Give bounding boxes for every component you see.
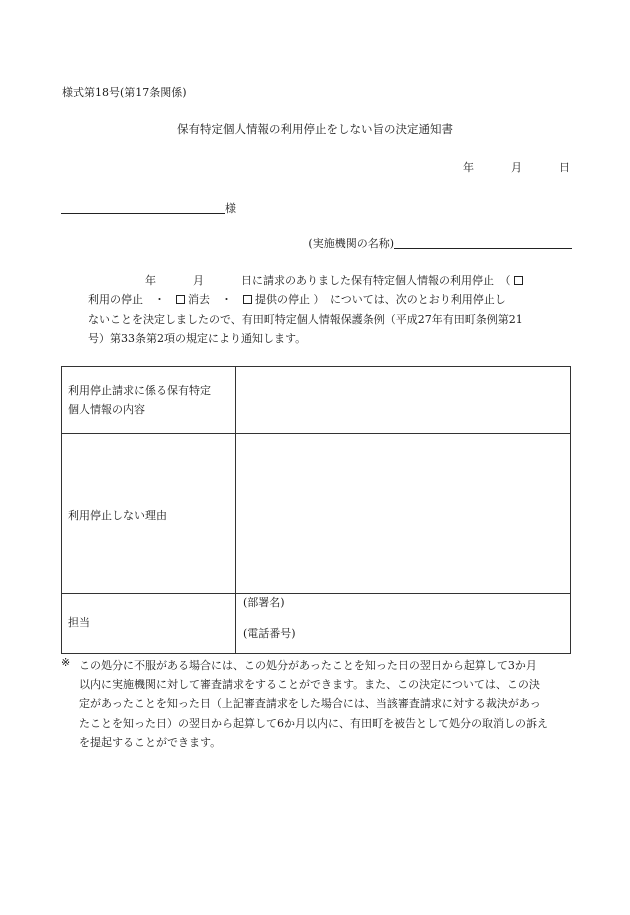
body-line-1 — [145, 275, 523, 286]
date-month: 月 — [511, 161, 522, 174]
addressee — [61, 201, 236, 214]
note-line-2: 以内に実施機関に対して審査請求をすることができます。また、この決定については、この決 — [79, 678, 540, 692]
contact-phone: (電話番号) — [243, 627, 296, 640]
body-line1-rest: 日に請求のありました保有特定個人情報の利用停止 （ — [241, 274, 511, 287]
agency-label: (実施機関の名称) — [308, 237, 394, 250]
row-contact-label: 担当 — [68, 616, 90, 629]
note-line-5: を提起することができます。 — [79, 735, 222, 749]
body-line-2 — [88, 294, 506, 305]
option-suspend-provision: 提供の停止 ） については、次のとおり利用停止し — [255, 293, 506, 306]
row-content-label-line-2: 個人情報の内容 — [68, 403, 145, 416]
contact-department: (部署名) — [243, 596, 285, 609]
row-content-label-line-1: 利用停止請求に係る保有特定 — [68, 384, 211, 397]
appeal-note — [79, 656, 548, 752]
body-year: 年 — [145, 274, 156, 287]
note-mark: ※ — [61, 656, 71, 669]
table-row-divider — [61, 433, 571, 434]
note-line-3: 定があったことを知った日（上記審査請求をした場合には、当該審査請求に対する裁決があっ — [79, 697, 541, 711]
row-reason-label: 利用停止しない理由 — [68, 509, 167, 522]
document-title: 保有特定個人情報の利用停止をしない旨の決定通知書 — [177, 122, 453, 136]
date-line — [463, 162, 570, 173]
agency-name — [308, 236, 572, 249]
table-column-divider — [235, 366, 236, 654]
row-content-label — [68, 381, 211, 419]
agency-blank-line — [394, 236, 572, 249]
body-line-3: ないことを決定しましたので、有田町特定個人情報保護条例（平成27年有田町条例第21 — [88, 313, 523, 326]
checkbox-square-icon — [243, 295, 252, 304]
date-day: 日 — [559, 161, 570, 174]
note-line-4: たことを知った日）の翌日から起算して6か月以内に、有田町を被告として処分の取消しの訴え — [79, 716, 548, 730]
option-suspend-use: 利用の停止 ・ — [88, 293, 165, 306]
checkbox-square-icon — [176, 295, 185, 304]
option-erase: 消去 ・ — [188, 293, 232, 306]
note-line-1: この処分に不服がある場合には、この処分があったことを知った日の翌日から起算して3か月 — [79, 659, 537, 672]
form-number: 様式第18号(第17条関係) — [62, 86, 187, 99]
checkbox-square-icon — [514, 276, 523, 285]
body-line-4: 号）第33条第2項の規定により通知します。 — [88, 332, 307, 345]
addressee-suffix: 様 — [225, 202, 236, 215]
table-row-divider — [61, 593, 571, 594]
body-month: 月 — [193, 274, 204, 287]
addressee-blank-line — [61, 201, 225, 214]
date-year: 年 — [463, 161, 474, 174]
